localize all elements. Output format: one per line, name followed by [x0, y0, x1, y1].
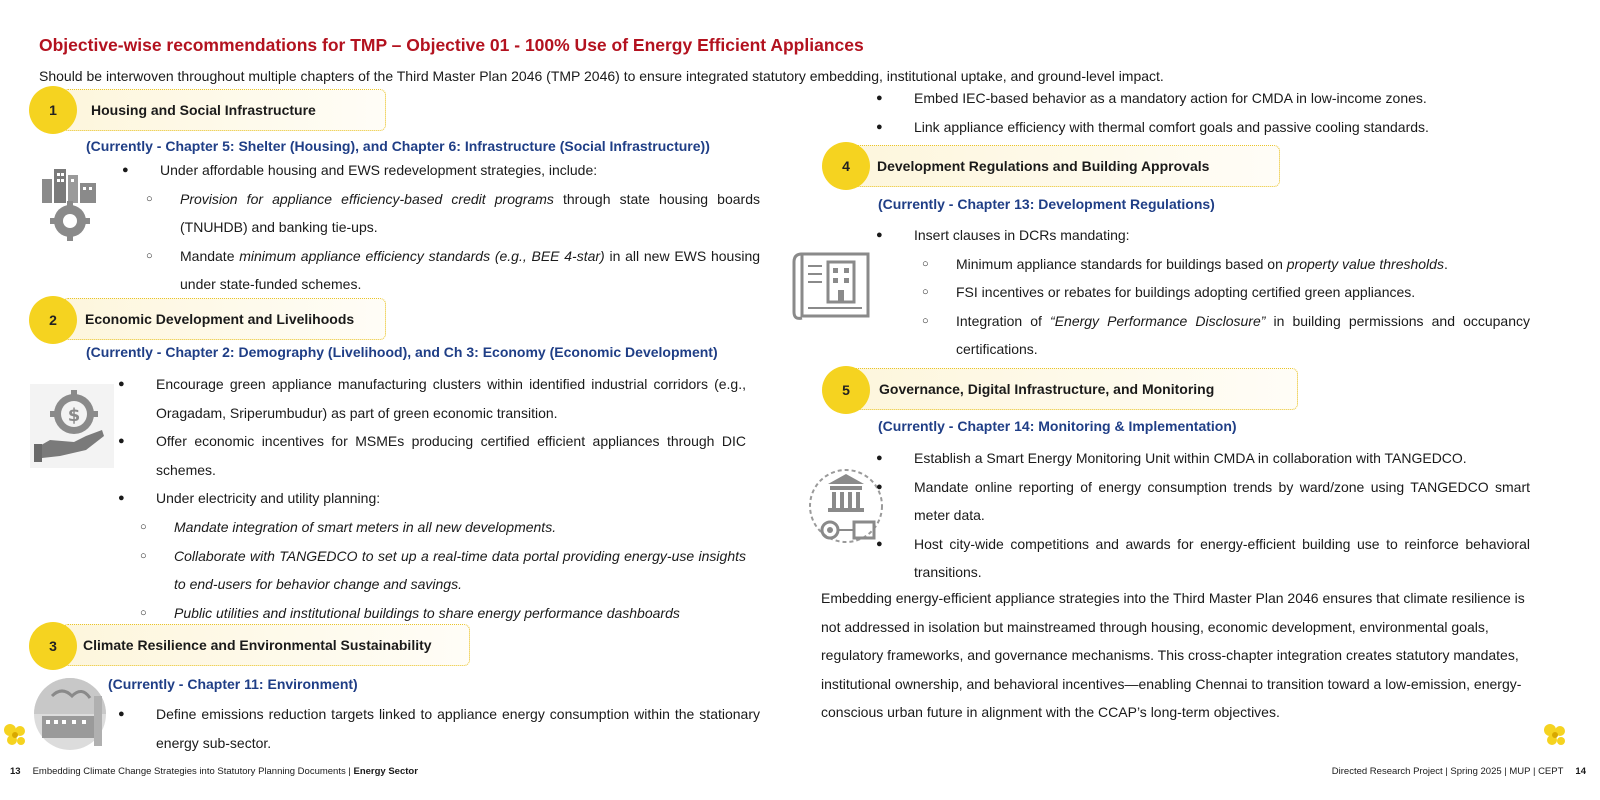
bullet-ring: ○	[140, 520, 147, 533]
page-number-left: 13	[10, 766, 21, 777]
s5-bullet-3	[876, 530, 1530, 587]
s2-sub-2	[140, 542, 746, 599]
bullet-ring: ○	[922, 257, 929, 270]
footer-left-bold: Energy Sector	[353, 766, 418, 777]
bullet-dot: ●	[118, 492, 125, 505]
governance-network-icon	[806, 464, 886, 548]
s1-sub-2-pre: Mandate	[180, 247, 240, 264]
bullet-dot: ●	[118, 708, 125, 720]
section-5-chapter: (Currently - Chapter 14: Monitoring & Implementation)	[878, 418, 1237, 434]
s1-bullet-1	[122, 156, 760, 185]
s3-cont-bullet-2-text: Link appliance efficiency with thermal comfort goals and passive cooling standards.	[914, 118, 1429, 135]
bullet-dot: ●	[876, 452, 883, 464]
page-subtitle: Should be interwoven throughout multiple chapters of the Third Master Plan 2046 (TMP 2046) to ensure integrated statutory embedding, institutional uptake, and ground-level impact.	[39, 68, 1164, 84]
s3-continued	[876, 84, 1534, 141]
svg-text:$: $	[67, 405, 81, 426]
flower-logo-icon	[1542, 722, 1568, 748]
s1-sub-1-text: through state housing boards (TNUHDB) and banking tie-ups.	[180, 190, 760, 236]
section-4-badge: 4	[822, 142, 870, 190]
s4-sub-3-emphasis: “Energy Performance Disclosure”	[1050, 312, 1266, 329]
s4-sub-2-text: FSI incentives or rebates for buildings adopting certified green appliances.	[956, 284, 1416, 301]
housing-gear-icon	[38, 165, 102, 243]
section-1-title	[62, 89, 386, 131]
s5-bullet-2-text: Mandate online reporting of energy consumption trends by ward/zone using TANGEDCO smart meter data.	[914, 478, 1530, 524]
s2-sub-3-text: Public utilities and institutional buildings to share energy performance dashboards	[174, 604, 680, 621]
section-2-badge: 2	[29, 296, 77, 344]
footer-right	[1332, 766, 1586, 777]
s4-sub-3-pre: Integration of	[956, 312, 1051, 329]
bullet-ring: ○	[140, 606, 147, 619]
s4-sub-3	[922, 307, 1530, 364]
s4-sub-2	[922, 278, 1530, 307]
s4-sub-1-post: .	[1443, 255, 1448, 272]
s5-bullet-1	[876, 444, 1530, 473]
environment-icon	[32, 676, 108, 752]
s4-bullet-1	[876, 221, 1530, 250]
s3-bullet-1	[118, 700, 760, 757]
s1-sub-2-emphasis: minimum appliance efficiency standards (e.g., BEE 4-star)	[239, 247, 605, 264]
footer-right-text: Directed Research Project | Spring 2025 | MUP | CEPT	[1331, 766, 1564, 777]
section-1-badge: 1	[29, 86, 77, 134]
bullet-dot: ●	[876, 480, 883, 493]
s2-bullet-1	[118, 370, 746, 427]
s2-sub-2-text: Collaborate with TANGEDCO to set up a real-time data portal providing energy-use insights to end-users for behavior change and savings.	[174, 547, 746, 593]
s1-sub-2	[146, 242, 761, 299]
bullet-ring: ○	[922, 314, 929, 327]
conclusion-paragraph: Embedding energy-efficient appliance strategies into the Third Master Plan 2046 ensures that climate resilience is not addressed in isolation but mainstreamed through housing, economic development, environmental goals, regulatory frameworks, and governance mechanisms. This cross-chapter integration creates statutory mandates, institutional ownership, and behavioral incentives—enabling Chennai to transition toward a low-emission, energy-conscious urban future in alignment with the CCAP’s long-term objectives.	[821, 590, 1525, 721]
s1-sub-2-text: in all new EWS housing under state-funded schemes.	[180, 247, 761, 293]
s2-bullet-3	[118, 484, 746, 513]
section-5-badge: 5	[822, 366, 870, 414]
s4-content	[876, 221, 1530, 364]
bullet-dot: ●	[122, 164, 129, 176]
section-1-title-text: Housing and Social Infrastructure	[91, 102, 316, 118]
section-3-badge: 3	[29, 622, 77, 670]
s2-sub-1-text: Mandate integration of smart meters in all new developments.	[174, 518, 557, 535]
bullet-ring: ○	[922, 286, 929, 299]
section-3-chapter: (Currently - Chapter 11: Environment)	[108, 676, 358, 692]
s4-sub-3-text: in building permissions and occupancy certifications.	[956, 312, 1530, 358]
bullet-ring: ○	[140, 549, 147, 562]
s2-bullet-2	[118, 427, 746, 484]
s4-bullet-1-text: Insert clauses in DCRs mandating:	[914, 227, 1130, 243]
footer-left	[10, 766, 418, 777]
bullet-ring: ○	[146, 192, 153, 205]
building-plan-icon	[792, 250, 872, 322]
s3-cont-bullet-1-text: Embed IEC-based behavior as a mandatory action for CMDA in low-income zones.	[914, 90, 1427, 106]
page-title: Objective-wise recommendations for TMP – Objective 01 - 100% Use of Energy Efficient Appliances	[39, 35, 864, 55]
bullet-ring: ○	[146, 249, 153, 262]
bullet-dot: ●	[118, 435, 125, 448]
s5-content	[876, 444, 1530, 587]
s1-sub-1	[146, 185, 760, 242]
section-1-chapter: (Currently - Chapter 5: Shelter (Housing), and Chapter 6: Infrastructure (Social Infrastructure))	[86, 138, 710, 154]
bullet-dot: ●	[876, 537, 883, 550]
s5-bullet-3-text: Host city-wide competitions and awards for energy-efficient building use to reinforce behavioral transitions.	[914, 535, 1530, 581]
section-4-chapter: (Currently - Chapter 13: Development Regulations)	[878, 196, 1215, 212]
s2-sub-1	[140, 513, 746, 542]
s1-sub-1-emphasis: Provision for appliance efficiency-based credit programs	[180, 190, 554, 207]
s3-content	[118, 700, 760, 757]
s3-cont-bullet-1	[876, 84, 1534, 113]
section-4-title	[846, 145, 1280, 187]
footer-left-text: Embedding Climate Change Strategies into Statutory Planning Documents |	[32, 766, 354, 777]
s5-bullet-2	[876, 473, 1530, 530]
section-2-chapter: (Currently - Chapter 2: Demography (Livelihood), and Ch 3: Economy (Economic Development)	[86, 344, 718, 360]
s1-bullet-1-text: Under affordable housing and EWS redevelopment strategies, include:	[160, 162, 598, 178]
section-4-title-text: Development Regulations and Building Approvals	[877, 158, 1210, 174]
s2-content	[118, 370, 746, 627]
money-hand-gear-icon	[30, 384, 114, 468]
s2-bullet-2-text: Offer economic incentives for MSMEs producing certified efficient appliances through DIC schemes.	[156, 433, 746, 478]
flower-logo-icon	[2, 722, 28, 748]
s4-sub-1-emphasis: property value thresholds	[1286, 255, 1444, 272]
s4-sub-1	[922, 250, 1530, 279]
section-5-title	[846, 368, 1298, 410]
s4-sub-1-text: Minimum appliance standards for buildings based on	[956, 255, 1287, 272]
s2-bullet-3-text: Under electricity and utility planning:	[156, 490, 381, 507]
bullet-dot: ●	[118, 378, 125, 390]
section-3-title	[62, 624, 470, 666]
section-5-title-text: Governance, Digital Infrastructure, and Monitoring	[879, 381, 1215, 397]
bullet-dot: ●	[876, 92, 883, 104]
page-number-right: 14	[1575, 766, 1586, 777]
bullet-dot: ●	[876, 120, 883, 133]
bullet-dot: ●	[876, 229, 883, 241]
s3-cont-bullet-2	[876, 113, 1534, 142]
s3-bullet-1-text: Define emissions reduction targets linked to appliance energy consumption within the stationary energy sub-sector.	[156, 706, 760, 751]
s1-content	[122, 156, 761, 299]
s5-bullet-1-text: Establish a Smart Energy Monitoring Unit within CMDA in collaboration with TANGEDCO.	[914, 450, 1467, 466]
section-2-title-text: Economic Development and Livelihoods	[85, 311, 355, 327]
section-3-title-text: Climate Resilience and Environmental Sustainability	[83, 637, 432, 653]
section-2-title	[62, 298, 386, 340]
s2-bullet-1-text: Encourage green appliance manufacturing clusters within identified industrial corridors (e.g., Oragadam, Sriperumbudur) as part of green economic transition.	[156, 376, 746, 421]
